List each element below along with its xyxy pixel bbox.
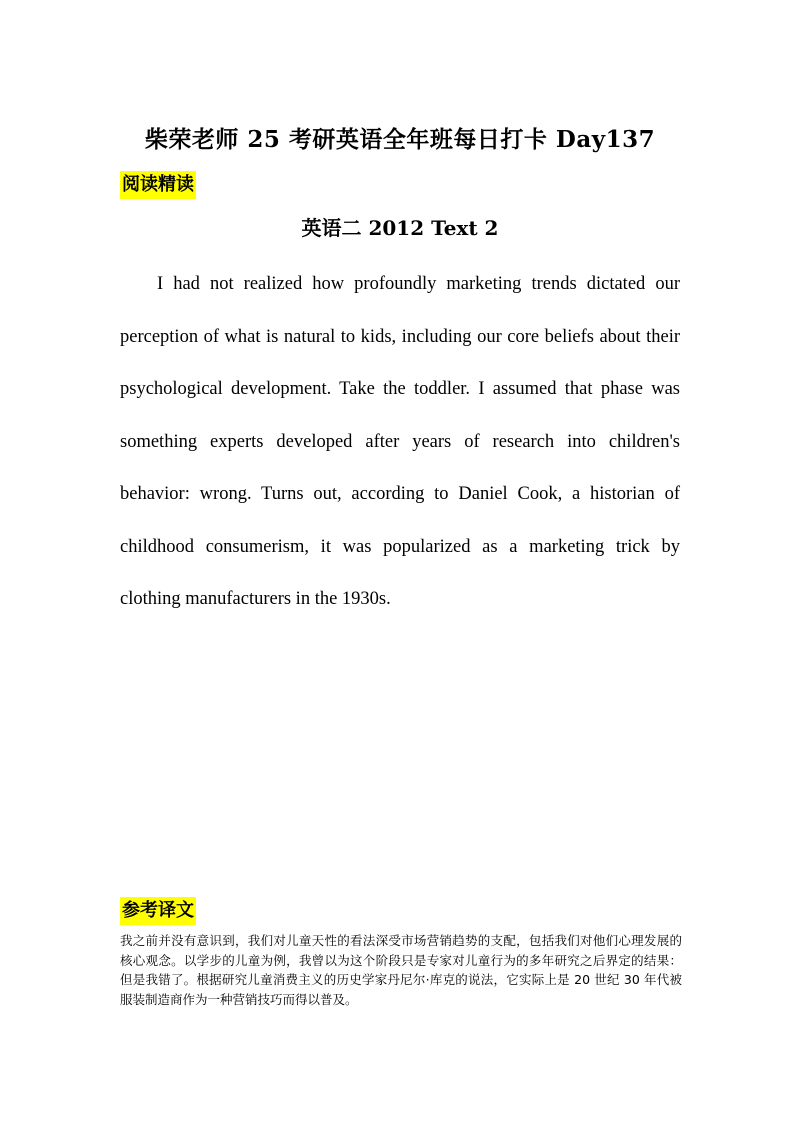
section-label-reading: 阅读精读 xyxy=(120,171,196,199)
page-title: 柴荣老师 25 考研英语全年班每日打卡 Day137 xyxy=(144,126,656,153)
translation-text: 我之前并没有意识到，我们对儿童天性的看法深受市场营销趋势的支配，包括我们对他们心理发展的核心观念。以学步的儿童为例，我曾以为这个阶段只是专家对儿童行为的多年研究之后界定的结果：但是我错了。根据研究儿童消费主义的历史学家丹尼尔·库克的说法，它实际上是 20 世纪 30 年代被服装制造商作为一种营销技巧而得以普及。 xyxy=(120,933,682,1007)
reading-passage: I had not realized how profoundly marketing trends dictated our perception of what is natural to kids, including our core beliefs about their psychological development. Take the toddler. I assumed that phase was something experts developed after years of research into children's behavior: wrong. Turns out, according to Daniel Cook, a historian of childhood consumerism, it was popularized as a marketing trick by clothing manufacturers in the 1930s. xyxy=(120,274,680,609)
text-heading: 英语二 2012 Text 2 xyxy=(301,216,499,240)
section-label-translation: 参考译文 xyxy=(120,897,196,925)
